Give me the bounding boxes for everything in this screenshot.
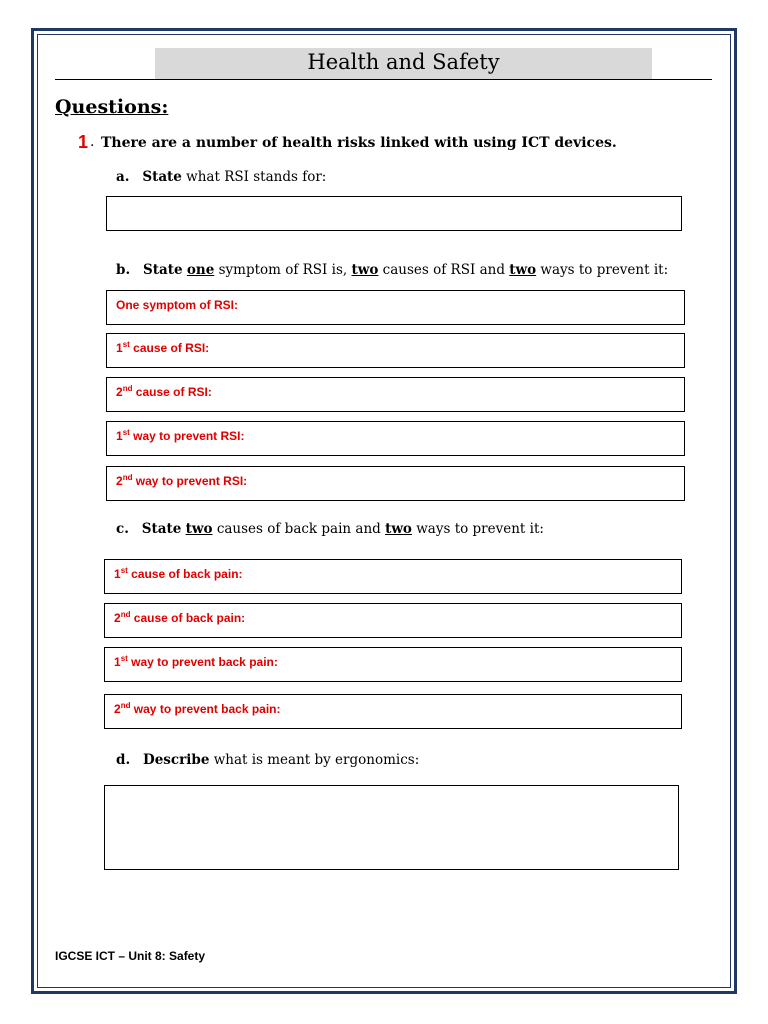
- box-label: 2nd way to prevent RSI:: [116, 473, 248, 488]
- answer-box-rsi-cause-2[interactable]: [106, 377, 685, 412]
- part-b-text-3: ways to prevent it:: [536, 262, 669, 278]
- question-number-dot: .: [90, 134, 95, 150]
- part-a-verb: State: [142, 169, 182, 185]
- question-number: 1: [78, 132, 89, 152]
- part-b-letter: b.: [116, 262, 131, 278]
- title-rule: [55, 79, 712, 80]
- part-b-verb: State: [143, 262, 183, 278]
- part-b-word-one: one: [186, 262, 215, 278]
- part-c-letter: c.: [116, 521, 129, 537]
- part-c-text-1: causes of back pain and: [212, 521, 386, 537]
- part-a-text: what RSI stands for:: [181, 169, 327, 185]
- answer-box-rsi-prevent-1[interactable]: [106, 421, 685, 456]
- answer-box-backpain-cause-2[interactable]: [104, 603, 682, 638]
- part-c-word-two-b: two: [385, 521, 412, 537]
- part-c-verb: State: [141, 521, 182, 537]
- footer-text: IGCSE ICT – Unit 8: Safety: [55, 949, 206, 963]
- answer-box-rsi-meaning[interactable]: [106, 196, 682, 231]
- answer-box-backpain-cause-1[interactable]: [104, 559, 682, 594]
- answer-box-rsi-symptom[interactable]: [106, 290, 685, 325]
- part-d-prompt: [116, 752, 419, 768]
- page-title: Health and Safety: [307, 50, 500, 74]
- answer-box-rsi-cause-1[interactable]: [106, 333, 685, 368]
- questions-heading: Questions:: [55, 96, 169, 118]
- part-d-text: what is meant by ergonomics:: [209, 752, 420, 768]
- part-d-letter: d.: [116, 752, 131, 768]
- part-b-prompt: [116, 262, 668, 278]
- box-label: 1st cause of back pain:: [114, 566, 243, 581]
- box-label: 2nd cause of back pain:: [114, 610, 246, 625]
- answer-box-rsi-prevent-2[interactable]: [106, 466, 685, 501]
- box-label: 1st way to prevent back pain:: [114, 654, 278, 669]
- part-a-letter: a.: [116, 169, 130, 185]
- part-a-prompt: [116, 169, 326, 185]
- answer-box-backpain-prevent-2[interactable]: [104, 694, 682, 729]
- part-b-text-2: causes of RSI and: [378, 262, 510, 278]
- part-c-word-two-a: two: [185, 521, 213, 537]
- part-c-prompt: [116, 521, 544, 537]
- part-b-word-two-b: two: [509, 262, 537, 278]
- box-label: 1st way to prevent RSI:: [116, 428, 245, 443]
- box-label: 2nd cause of RSI:: [116, 384, 212, 399]
- answer-box-ergonomics[interactable]: [104, 785, 679, 870]
- part-d-verb: Describe: [143, 752, 210, 768]
- part-c-text-2: ways to prevent it:: [411, 521, 544, 537]
- part-b-word-two-a: two: [351, 262, 379, 278]
- part-b-text-1: symptom of RSI is,: [214, 262, 352, 278]
- answer-box-backpain-prevent-1[interactable]: [104, 647, 682, 682]
- question-text: There are a number of health risks linked with using ICT devices.: [101, 135, 617, 151]
- box-label: One symptom of RSI:: [116, 298, 239, 312]
- box-label: 1st cause of RSI:: [116, 340, 210, 355]
- box-label: 2nd way to prevent back pain:: [114, 701, 281, 716]
